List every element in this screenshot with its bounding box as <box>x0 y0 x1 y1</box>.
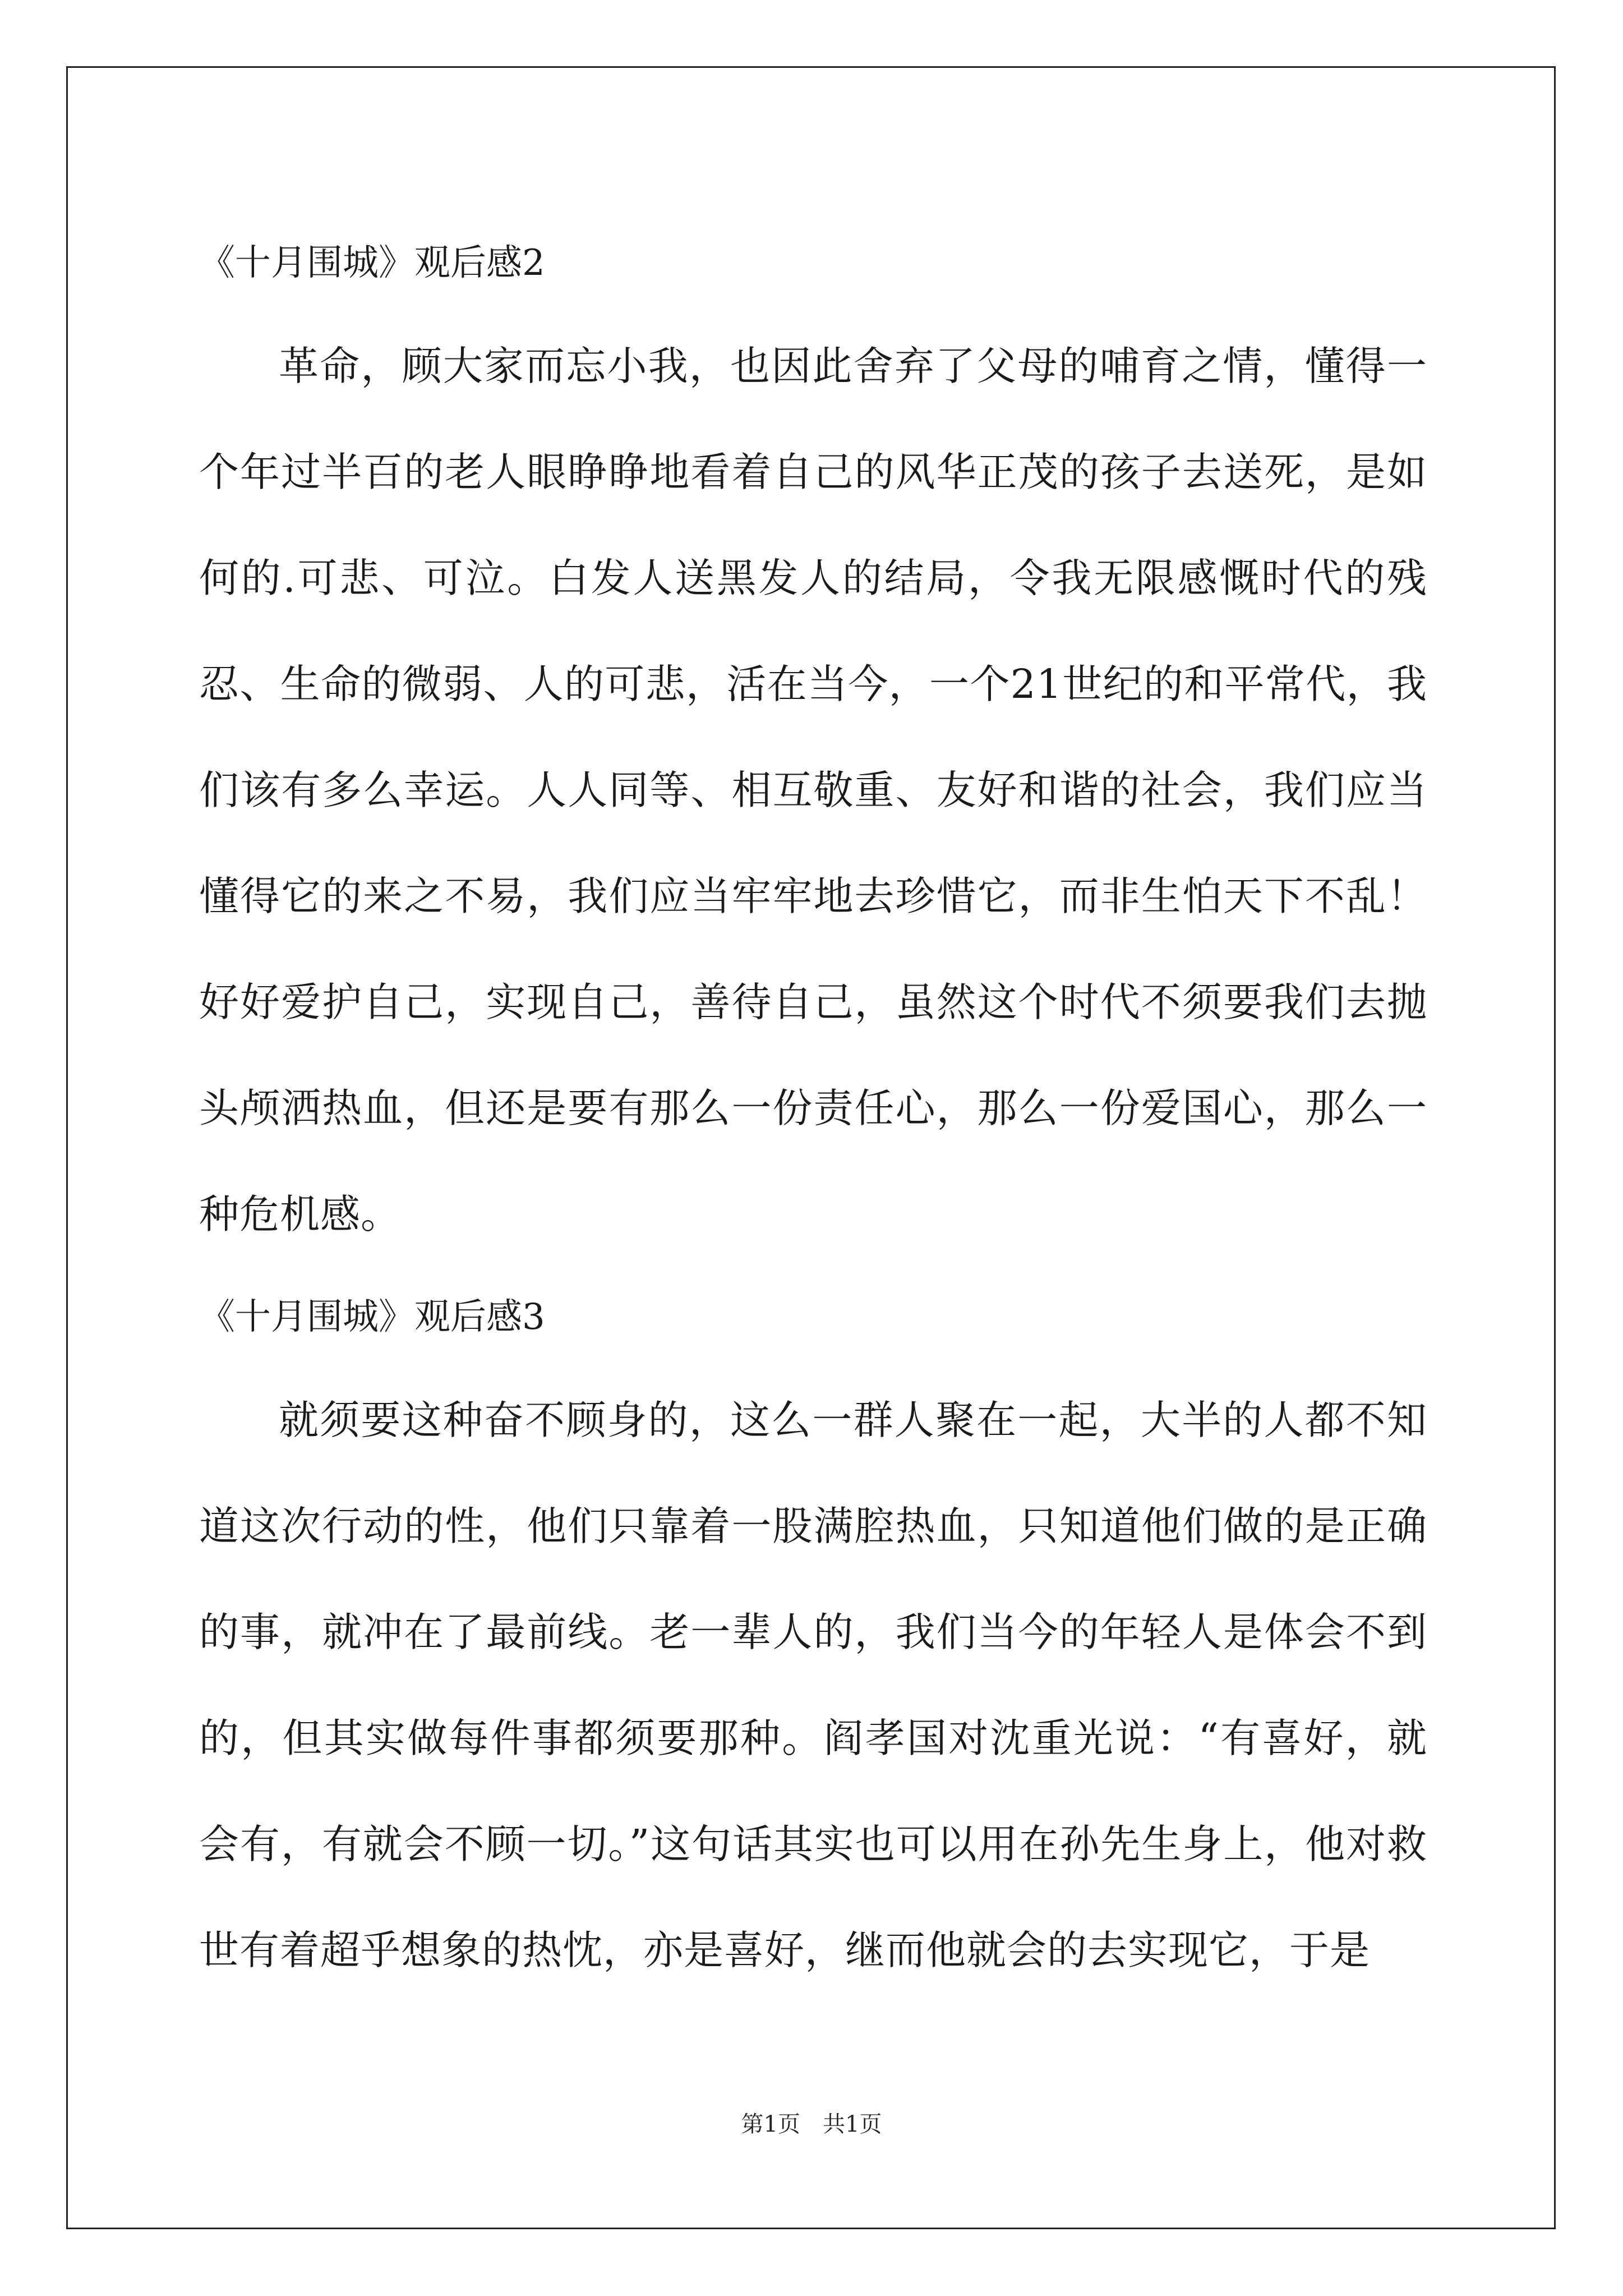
section-paragraph: 革命，顾大家而忘小我，也因此舍弃了父母的哺育之情，懂得一个年过半百的老人眼睁睁地看着自己的风华正茂的孩子去送死，是如何的.可悲、可泣。白发人送黑发人的结局，令我无限感慨时代的残忍、生命的微弱、人的可悲，活在当今，一个21世纪的和平常代，我们该有多么幸运。人人同等、相互敬重、友好和谐的社会，我们应当懂得它的来之不易，我们应当牢牢地去珍惜它，而非生怕天下不乱！好好爱护自己，实现自己，善待自己，虽然这个时代不须要我们去抛头颅洒热血，但还是要有那么一份责任心，那么一份爱国心，那么一种危机感。 <box>199 343 1427 1237</box>
document-body <box>199 213 1427 2003</box>
section-heading: 《十月围城》观后感3 <box>199 1296 545 1338</box>
section-heading: 《十月围城》观后感2 <box>199 242 545 284</box>
page-footer: 第1页 共1页 <box>741 2111 882 2137</box>
section-paragraph: 就须要这种奋不顾身的，这么一群人聚在一起，大半的人都不知道这次行动的性，他们只靠着一股满腔热血，只知道他们做的是正确的事，就冲在了最前线。老一辈人的，我们当今的年轻人是体会不到的，但其实做每件事都须要那种。阎孝国对沈重光说：“有喜好，就会有，有就会不顾一切。”这句话其实也可以用在孙先生身上，他对救世有着超乎想象的热忱，亦是喜好，继而他就会的去实现它，于是 <box>199 1397 1427 1973</box>
